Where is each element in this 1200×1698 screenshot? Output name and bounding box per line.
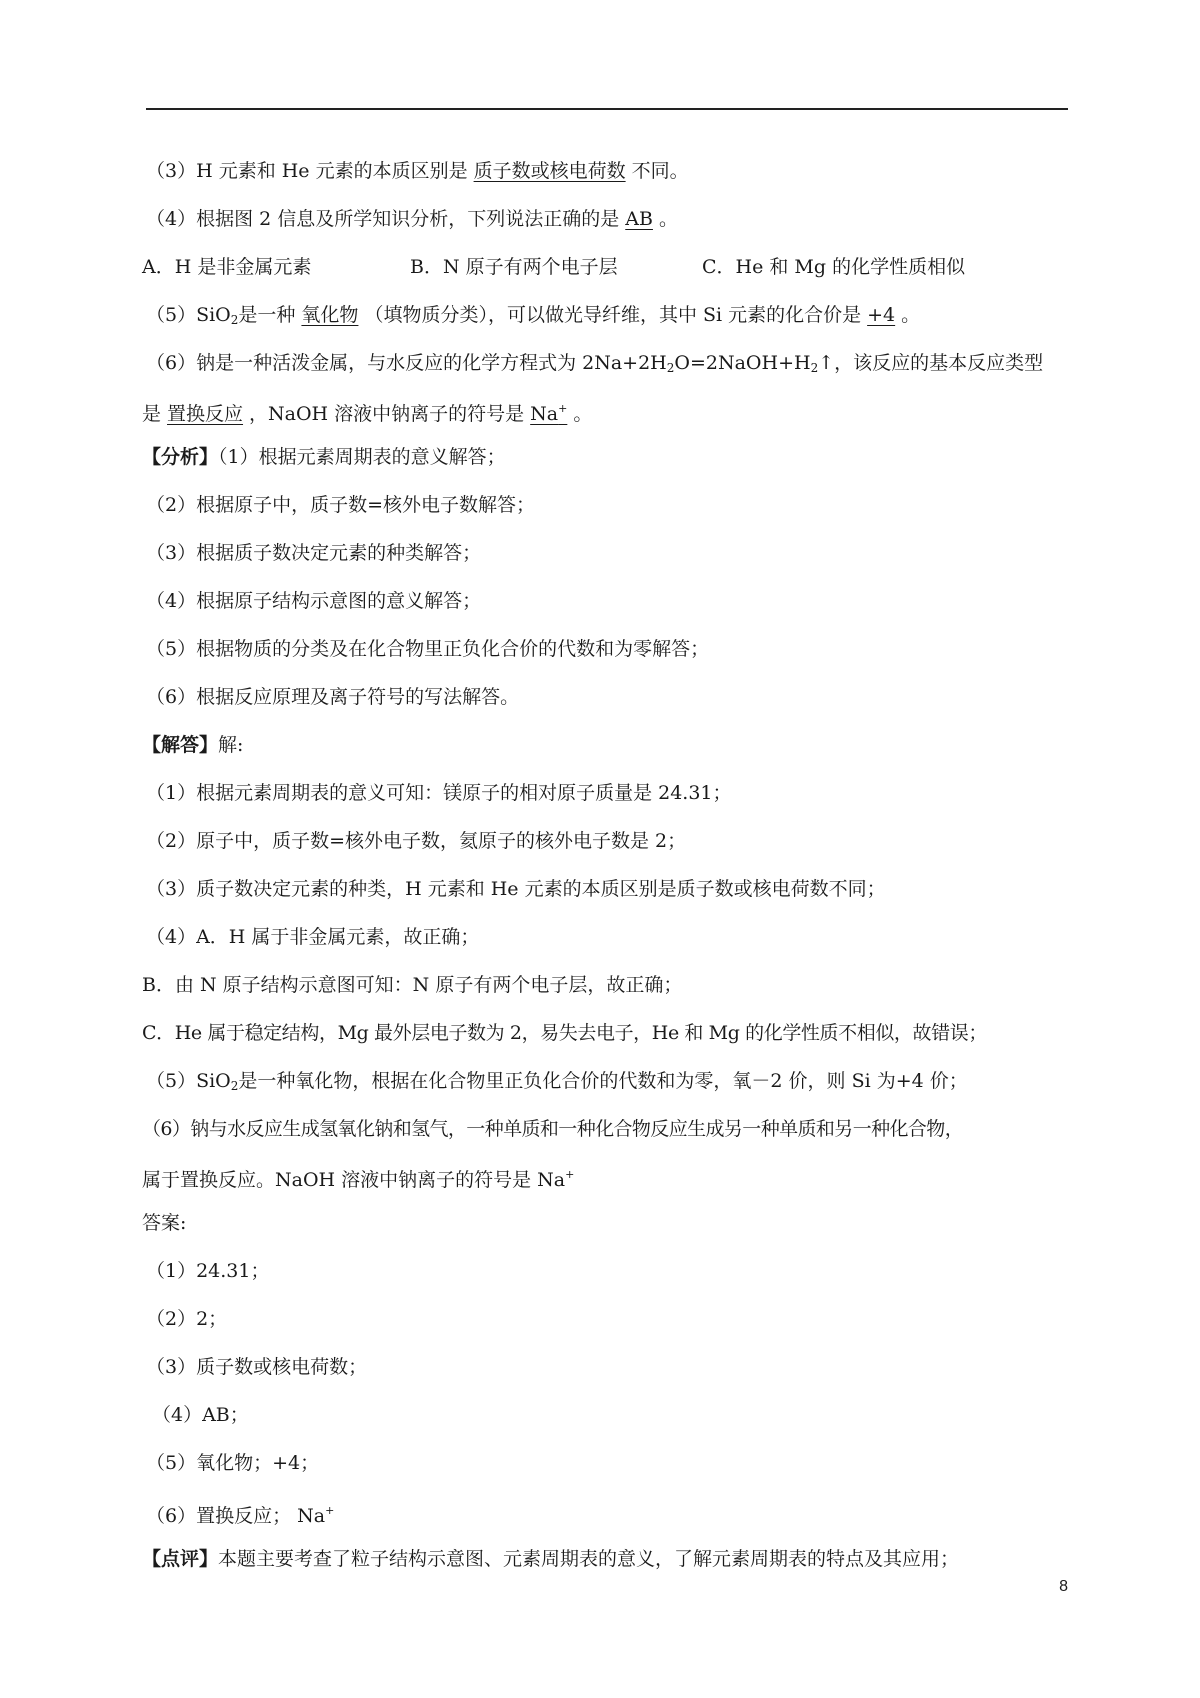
solution-step-5: [146, 1066, 968, 1101]
comment-tag: 【点评】: [142, 1548, 219, 1570]
solution-s5-text: （5）SiO: [146, 1070, 231, 1092]
q6-blank2-superscript: +: [558, 402, 568, 415]
solution-step-2: （2）原子中，质子数=核外电子数，氦原子的核外电子数是 2；: [146, 830, 687, 852]
solution-step-6a: （6）钠与水反应生成氢氧化钠和氢气，一种单质和一种化合物反应生成另一种单质和另一种化合物，: [142, 1118, 964, 1140]
question-6-line-1: [146, 348, 1043, 383]
solution-s5-subscript: 2: [230, 1079, 239, 1093]
question-6-line-2: [142, 394, 592, 429]
answer-6-superscript: +: [325, 1504, 335, 1517]
q4-text-end: 。: [658, 208, 678, 230]
solution-step-3: （3）质子数决定元素的种类，H 元素和 He 元素的本质区别是质子数或核电荷数不同；: [146, 878, 886, 900]
header-rule: [146, 108, 1068, 110]
question-4: [146, 204, 678, 234]
q3-answer-blank: 质子数或核电荷数: [473, 160, 626, 182]
solution-step-4c: C．He 属于稳定结构，Mg 最外层电子数为 2，易失去电子，He 和 Mg 的化学性质不相似，故错误；: [142, 1022, 987, 1044]
answer-5: （5）氧化物；+4；: [146, 1452, 320, 1474]
q6-line2-end: 。: [573, 403, 593, 425]
q6-line2-mid: ，NaOH 溶液中钠离子的符号是: [249, 403, 525, 425]
comment: [142, 1544, 959, 1574]
q3-text: （3）H 元素和 He 元素的本质区别是: [146, 160, 468, 182]
q5-text-mid: 是一种: [238, 304, 296, 326]
q5-answer-blank-1: 氧化物: [301, 304, 359, 326]
option-b: B．N 原子有两个电子层: [410, 256, 618, 278]
analysis-item-1: （1）根据元素周期表的意义解答；: [218, 446, 506, 468]
q6-answer-blank-2: [524, 403, 573, 425]
answer-3: （3）质子数或核电荷数；: [146, 1356, 368, 1378]
q4-text: （4）根据图 2 信息及所学知识分析，下列说法正确的是: [146, 208, 620, 230]
question-3: [146, 156, 689, 186]
q6-text: （6）钠是一种活泼金属，与水反应的化学方程式为 2Na+2H: [146, 352, 667, 374]
page-number: 8: [1059, 1578, 1068, 1595]
q5-subscript: 2: [230, 313, 239, 327]
answer-2: （2）2；: [146, 1308, 228, 1330]
answer-1: （1）24.31；: [146, 1260, 270, 1282]
q5-text-end: 。: [901, 304, 921, 326]
solution-heading: [142, 730, 243, 760]
q6-text-end: ↑，该反应的基本反应类型: [818, 352, 1044, 374]
analysis-tag: 【分析】: [142, 446, 219, 468]
q5-text-mid2: （填物质分类），可以做光导纤维，其中 Si 元素的化合价是: [364, 304, 862, 326]
option-c: C．He 和 Mg 的化学性质相似: [702, 256, 966, 278]
solution-step-4b: B．由 N 原子结构示意图可知：N 原子有两个电子层，故正确；: [142, 974, 683, 996]
comment-text: 本题主要考查了粒子结构示意图、元素周期表的意义，了解元素周期表的特点及其应用；: [218, 1548, 960, 1570]
solution-step-1: （1）根据元素周期表的意义可知：镁原子的相对原子质量是 24.31；: [146, 782, 732, 804]
solution-intro: 解:: [218, 734, 244, 756]
option-a: A．H 是非金属元素: [142, 256, 312, 278]
solution-s5-text-end: 是一种氧化物，根据在化合物里正负化合价的代数和为零，氧－2 价，则 Si 为+4 价；: [238, 1070, 968, 1092]
solution-step-6b: [142, 1160, 574, 1195]
q6-subscript-1: 2: [666, 361, 675, 375]
analysis-item-4: （4）根据原子结构示意图的意义解答；: [146, 590, 482, 612]
solution-s6b-superscript: +: [565, 1168, 575, 1181]
question-4-options: [142, 252, 965, 282]
question-5: [146, 300, 920, 335]
analysis-item-2: （2）根据原子中，质子数=核外电子数解答；: [146, 494, 536, 516]
answer-4: （4）AB；: [152, 1404, 249, 1426]
answer-6: [146, 1496, 334, 1531]
q6-text-mid: O=2NaOH+H: [674, 352, 811, 374]
analysis-item-5: （5）根据物质的分类及在化合物里正负化合价的代数和为零解答；: [146, 638, 710, 660]
analysis-item-6: （6）根据反应原理及离子符号的写法解答。: [146, 686, 520, 708]
q5-text: （5）SiO: [146, 304, 231, 326]
solution-s6b-text: 属于置换反应。NaOH 溶液中钠离子的符号是 Na: [142, 1169, 566, 1191]
q6-answer-blank-1: 置换反应: [167, 403, 244, 425]
q5-answer-blank-2: +4: [867, 304, 896, 326]
answers-label: 答案:: [142, 1212, 187, 1234]
analysis-heading: [142, 442, 506, 472]
solution-tag: 【解答】: [142, 734, 219, 756]
q6-blank2-base: Na: [530, 403, 559, 425]
q4-answer-blank: AB: [625, 208, 653, 230]
solution-step-4a: （4）A．H 属于非金属元素，故正确；: [146, 926, 480, 948]
analysis-item-3: （3）根据质子数决定元素的种类解答；: [146, 542, 482, 564]
q6-line2-text: 是: [142, 403, 162, 425]
q6-subscript-2: 2: [810, 361, 819, 375]
q3-text-end: 不同。: [631, 160, 689, 182]
answer-6-text: （6）置换反应； Na: [146, 1505, 326, 1527]
